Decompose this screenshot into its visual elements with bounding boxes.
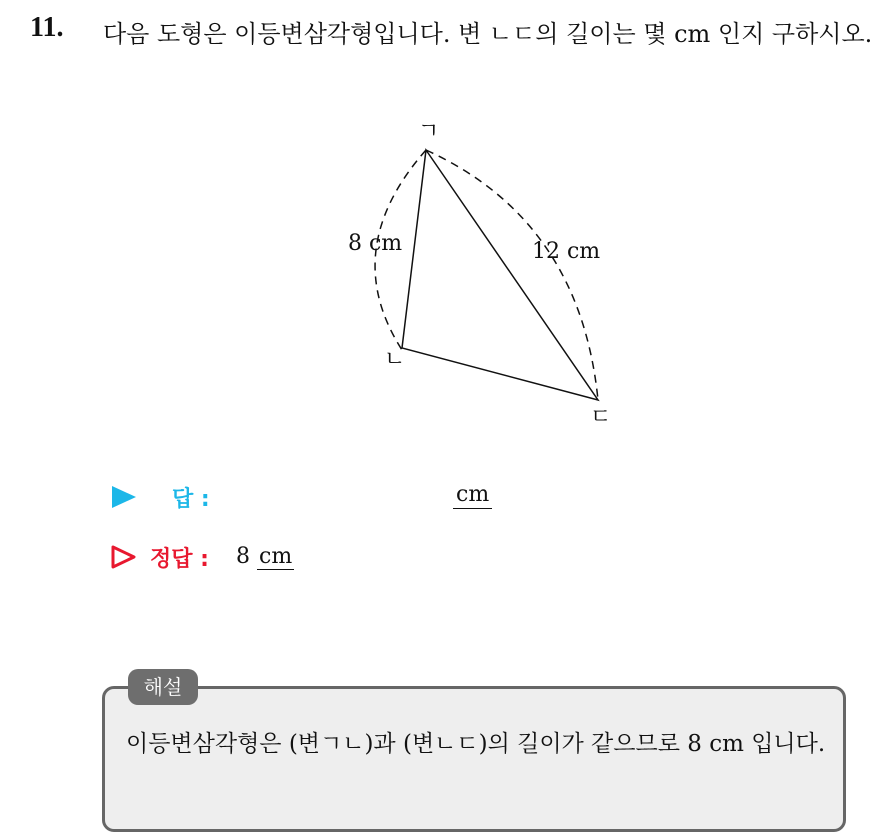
question-text: 다음 도형은 이등변삼각형입니다. 변 ㄴㄷ의 길이는 몇 cm 인지 구하시오. — [103, 20, 873, 48]
vertex-right-label: ㄷ — [590, 405, 612, 430]
correct-arrow-icon — [110, 544, 138, 570]
answer-label: 답 : — [172, 487, 210, 512]
right-side-length: 12 cm — [532, 239, 601, 264]
answer-blank-unit: cm — [453, 482, 492, 509]
question-number: 11. — [30, 12, 64, 43]
correct-answer-label: 정답 : — [150, 547, 209, 572]
triangle — [402, 150, 601, 400]
answer-arrow-icon — [112, 486, 136, 508]
correct-answer-value: 8 — [236, 544, 250, 569]
explanation-text: 이등변삼각형은 (변ㄱㄴ)과 (변ㄴㄷ)의 길이가 같으므로 8 cm 입니다. — [126, 731, 826, 757]
explanation-tab: 해설 — [128, 669, 198, 705]
vertex-left-label: ㄴ — [384, 347, 406, 372]
correct-answer — [236, 544, 294, 570]
correct-answer-unit: cm — [259, 544, 293, 569]
left-side-length: 8 cm — [348, 231, 403, 256]
triangle-figure — [330, 110, 650, 430]
vertex-top-label: ㄱ — [418, 119, 440, 144]
